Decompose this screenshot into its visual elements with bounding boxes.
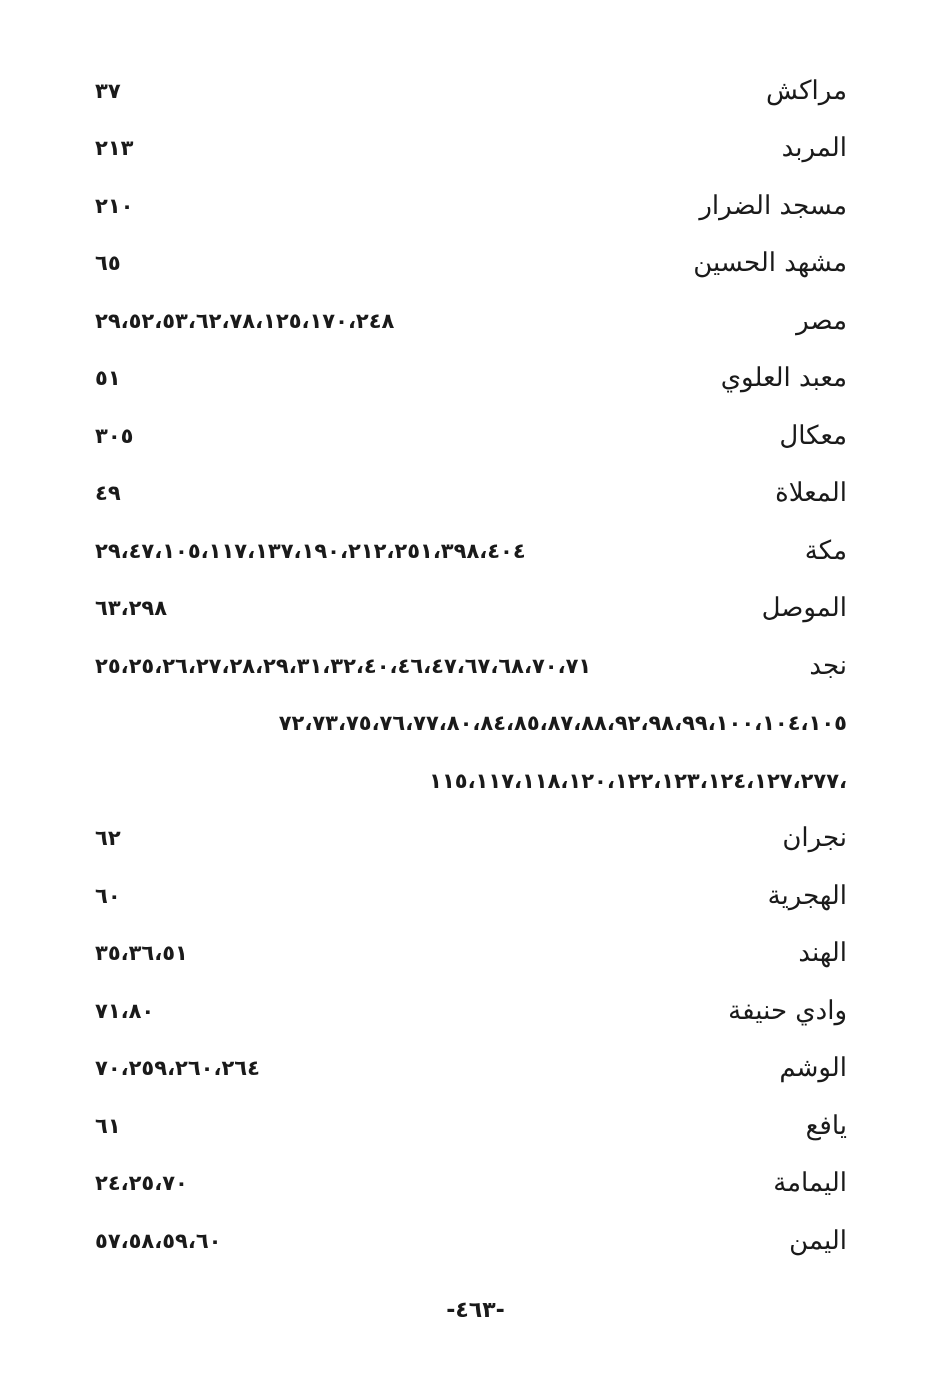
place-name: الوشم — [779, 1053, 847, 1084]
place-name: الموصل — [761, 593, 847, 624]
page-numbers: ٢١٣ — [95, 136, 134, 161]
place-name: المربد — [781, 133, 847, 164]
place-name: مسجد الضرار — [699, 190, 847, 221]
place-name: مشهد الحسين — [693, 248, 847, 279]
index-entry — [95, 1040, 847, 1098]
page-numbers: ،١١٥،١١٧،١١٨،١٢٠،١٢٢،١٢٣،١٢٤،١٢٧،٢٧٧ — [429, 768, 847, 793]
page-numbers: ٢٩،٥٢،٥٣،٦٢،٧٨،١٢٥،١٧٠،٢٤٨ — [95, 308, 395, 333]
index-entry — [95, 1097, 847, 1155]
place-name: الهند — [798, 938, 847, 969]
page-numbers: ٦٣،٢٩٨ — [95, 596, 168, 621]
index-entry — [95, 62, 847, 120]
index-entry — [95, 810, 847, 868]
index-entry — [95, 925, 847, 983]
index-entry — [95, 982, 847, 1040]
index-entry — [95, 580, 847, 638]
place-name: اليمن — [789, 1225, 847, 1256]
place-name: مصر — [796, 305, 847, 336]
page-numbers: ٣٥،٣٦،٥١ — [95, 941, 188, 966]
page-numbers: ٦١ — [95, 1113, 121, 1138]
place-name: نجران — [782, 823, 847, 854]
place-name: معبد العلوي — [720, 363, 847, 394]
page-numbers: ٢٥،٢٥،٢٦،٢٧،٢٨،٢٩،٣١،٣٢،٤٠،٤٦،٤٧،٦٧،٦٨،٧٠،٧١ — [95, 653, 592, 678]
place-name: الهجرية — [767, 880, 847, 911]
index-entry-najd — [95, 637, 847, 695]
place-name: المعلاة — [775, 478, 847, 509]
page-numbers: ٣٠٥ — [95, 423, 134, 448]
page-numbers: ٢١٠ — [95, 193, 134, 218]
page-numbers: ٧٢،٧٣،٧٥،٧٦،٧٧،٨٠،٨٤،٨٥،٨٧،٨٨،٩٢،٩٨،٩٩،١٠٠،١٠٤،١٠٥ — [278, 711, 847, 736]
page-numbers: ٦٥ — [95, 251, 121, 276]
index-entry — [95, 177, 847, 235]
index-entry — [95, 1212, 847, 1270]
index-entry — [95, 120, 847, 178]
page-numbers: ٣٧ — [95, 78, 121, 103]
index-entry-continuation — [95, 752, 847, 810]
place-name: يافع — [805, 1110, 847, 1141]
place-name: نجد — [809, 650, 847, 681]
index-entry — [95, 292, 847, 350]
page-numbers: ٦٢ — [95, 826, 121, 851]
index-entry — [95, 350, 847, 408]
index-entry — [95, 867, 847, 925]
index-entry — [95, 1155, 847, 1213]
page-numbers: ٥١ — [95, 366, 121, 391]
page-numbers: ٥٧،٥٨،٥٩،٦٠ — [95, 1228, 222, 1253]
index-entry — [95, 235, 847, 293]
page-number-footer: -٤٦٣- — [446, 1298, 505, 1323]
index-entry-continuation — [95, 695, 847, 753]
index-entry — [95, 407, 847, 465]
page-numbers: ٧٠،٢٥٩،٢٦٠،٢٦٤ — [95, 1056, 260, 1081]
page-numbers: ٦٠ — [95, 883, 121, 908]
page-numbers: ٧١،٨٠ — [95, 998, 155, 1023]
page-numbers: ٤٩ — [95, 481, 121, 506]
index-entry — [95, 465, 847, 523]
place-name: معكال — [779, 420, 847, 451]
page-numbers: ٢٤،٢٥،٧٠ — [95, 1171, 188, 1196]
page-numbers: ٢٩،٤٧،١٠٥،١١٧،١٣٧،١٩٠،٢١٢،٢٥١،٣٩٨،٤٠٤ — [95, 538, 526, 563]
place-name: مكة — [804, 535, 847, 566]
place-name: اليمامة — [773, 1168, 847, 1199]
place-index — [95, 62, 847, 1270]
place-name: مراكش — [765, 75, 847, 106]
index-entry — [95, 522, 847, 580]
place-name: وادي حنيفة — [728, 995, 847, 1026]
